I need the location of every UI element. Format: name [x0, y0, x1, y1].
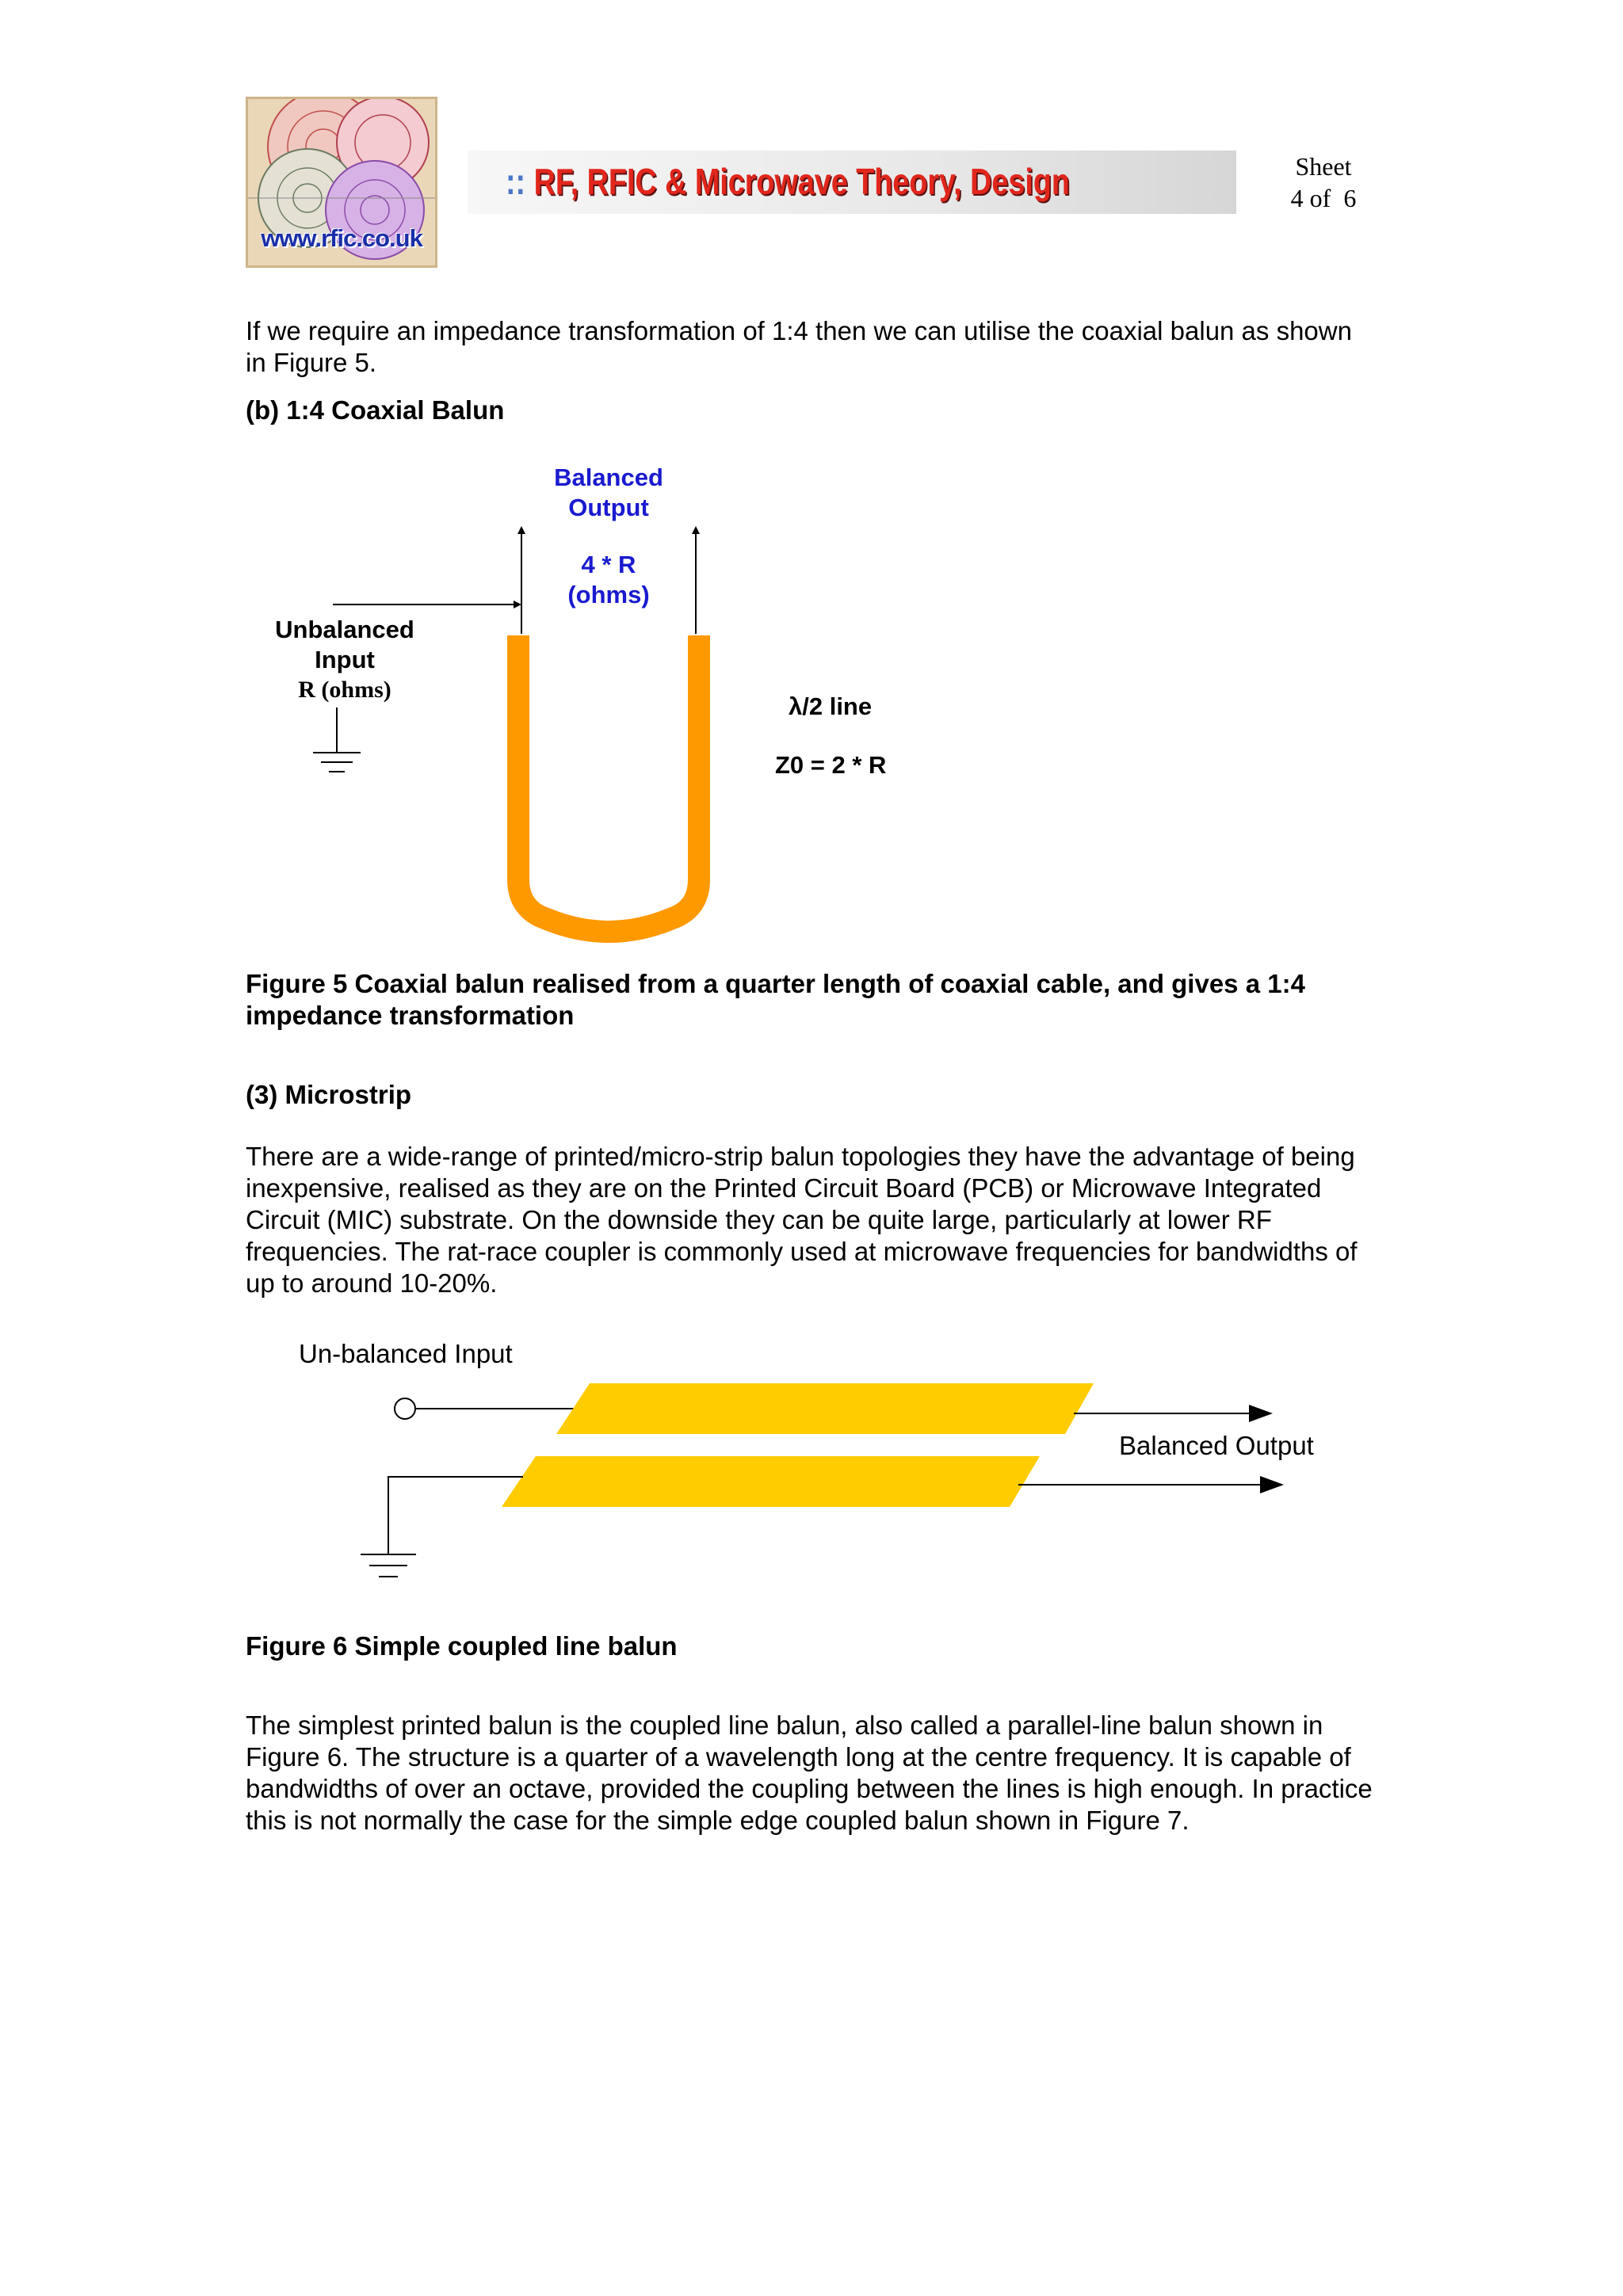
banner-title: RF, RFIC & Microwave Theory, Design	[533, 161, 1070, 202]
unbalanced-input-label-fig6: Un-balanced Input	[299, 1339, 513, 1368]
section3-paragraph: There are a wide-range of printed/micro-strip balun topologies they have the advantage of being inexpensive, realised as they are on the Printed Circuit Board (PCB) or Microwave Integrated Circuit (MIC) substrate. On the downside they can be quite large, particularly at lower RF frequencies. The rat-race coupler is commonly used at microwave frequencies for bandwidths of up to around 10-20%.	[246, 1142, 1358, 1298]
balanced-output-label-fig6: Balanced Output	[1119, 1431, 1314, 1460]
lower-coupled-strip	[502, 1456, 1040, 1507]
ground-wire	[388, 1477, 523, 1554]
figure6-caption: Figure 6 Simple coupled line balun	[246, 1631, 678, 1661]
balanced-output-line2: Output	[568, 494, 649, 521]
upper-coupled-strip	[556, 1383, 1094, 1434]
impedance-line1: 4 * R	[581, 551, 636, 578]
unbalanced-line2: Input	[315, 646, 375, 673]
sheet-number: 4 of 6	[1290, 184, 1357, 212]
impedance-line2: (ohms)	[567, 581, 650, 608]
figure6-diagram	[0, 1347, 1623, 1600]
unbalanced-line3: R (ohms)	[298, 677, 391, 703]
section3-heading: (3) Microstrip	[246, 1080, 412, 1109]
closing-paragraph: The simplest printed balun is the coupled line balun, also called a parallel-line balun shown in Figure 6. The structure is a quarter of a wavelength long at the centre frequency. It is capable of bandwidths of over an octave, provided the coupling between the lines is high enough. In practice this is not normally the case for the simple edge coupled balun shown in Figure 7.	[246, 1711, 1373, 1835]
unbalanced-line1: Unbalanced	[275, 616, 414, 643]
ground-symbol	[313, 707, 361, 772]
coaxial-cable	[518, 635, 699, 932]
line-length-label: λ/2 line	[789, 692, 873, 720]
unbalanced-input-label	[258, 615, 432, 705]
figure5-diagram	[0, 0, 1623, 982]
ground-symbol-fig6	[361, 1554, 416, 1577]
intro-paragraph: If we require an impedance transformation of 1:4 then we can utilise the coaxial balun as shown in Figure 5.	[246, 316, 1352, 377]
figure5-subheading: (b) 1:4 Coaxial Balun	[246, 395, 505, 425]
input-terminal	[395, 1398, 415, 1419]
figure5-caption: Figure 5 Coaxial balun realised from a quarter length of coaxial cable, and gives a 1:4 impedance transformation	[246, 969, 1305, 1030]
impedance-label	[529, 550, 688, 610]
logo-url-text: www.rfic.co.uk	[261, 224, 422, 252]
banner-prefix: ::	[506, 161, 526, 202]
sheet-label: Sheet	[1295, 152, 1352, 181]
balanced-output-line1: Balanced	[554, 463, 663, 491]
balanced-output-label	[529, 463, 688, 523]
z0-label: Z0 = 2 * R	[775, 751, 887, 779]
